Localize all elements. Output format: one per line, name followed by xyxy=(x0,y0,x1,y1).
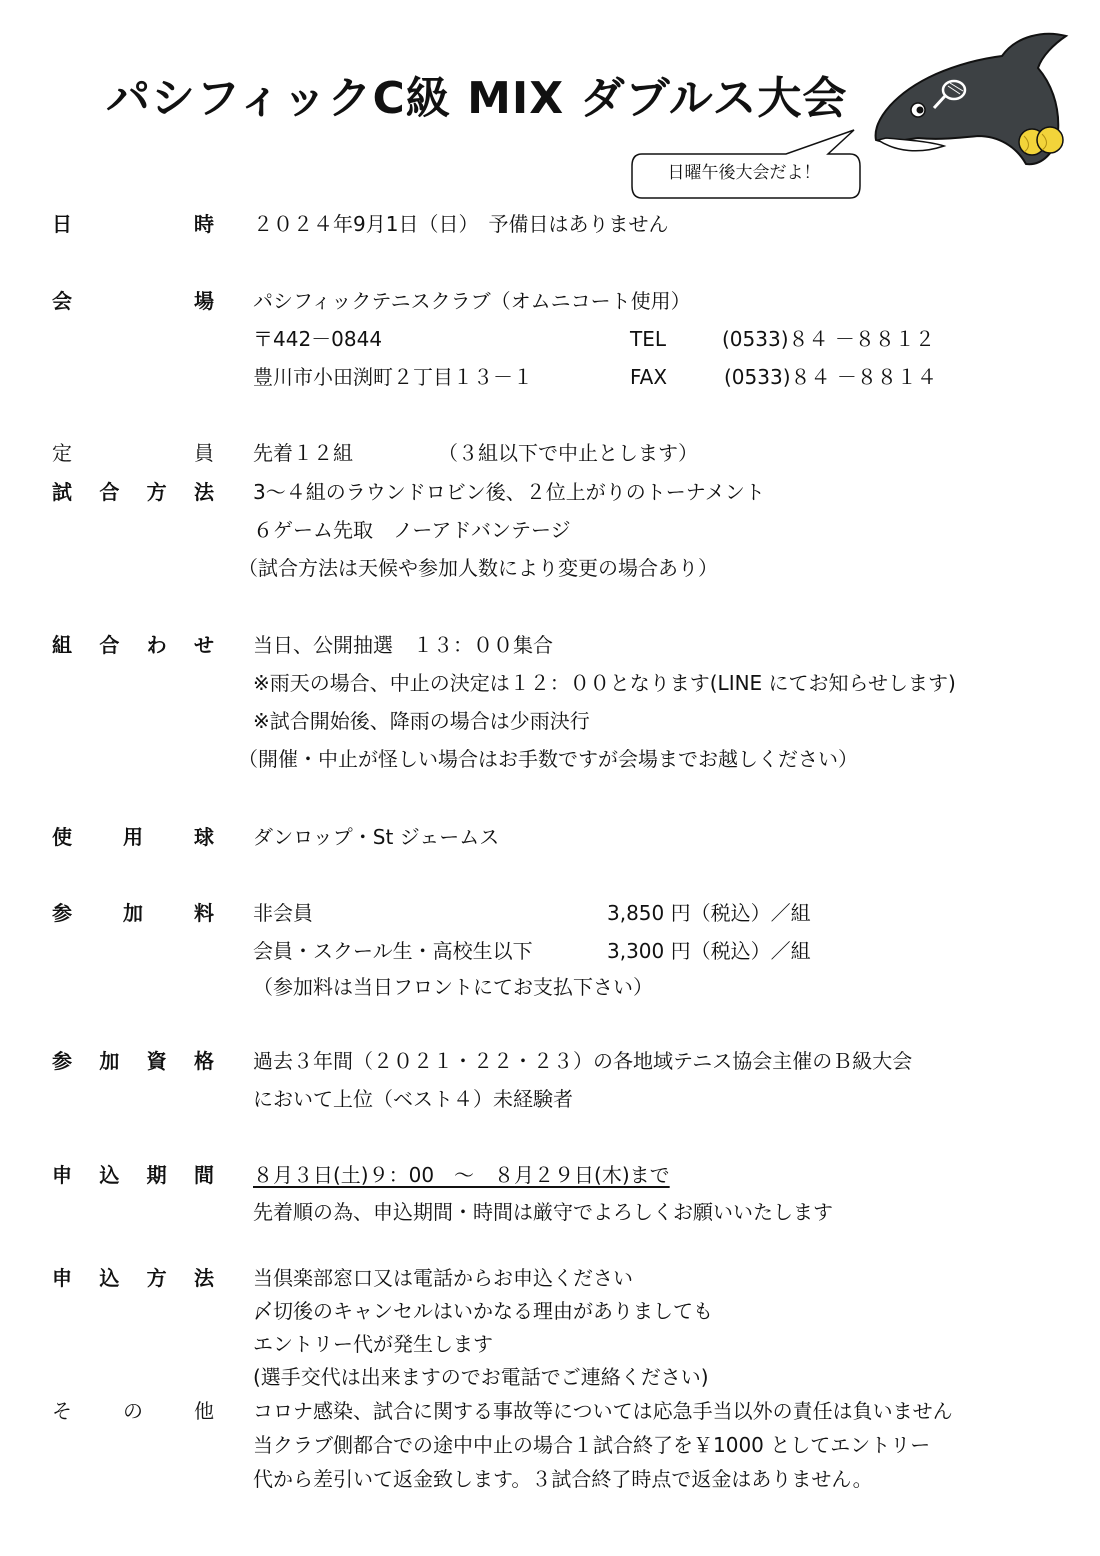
label-char: 球 xyxy=(194,825,214,849)
label-char: 申 xyxy=(52,1163,72,1187)
method-note: (選手交代は出来ますのでお電話でご連絡ください) xyxy=(253,1365,709,1389)
date-value: ２０２４年9月1日（日） 予備日はありません xyxy=(253,212,669,236)
draw-line: ※試合開始後、降雨の場合は少雨決行 xyxy=(253,709,590,733)
label-char: 合 xyxy=(99,480,120,504)
label-char: 用 xyxy=(123,825,143,849)
label-char: 間 xyxy=(193,1163,214,1187)
format-line: ６ゲーム先取 ノーアドバンテージ xyxy=(253,518,571,542)
label-char: 料 xyxy=(194,901,214,925)
label-date xyxy=(52,209,214,239)
capacity-note: （３組以下で中止とします） xyxy=(438,441,698,465)
label-char: 試 xyxy=(52,480,72,504)
label-char: 加 xyxy=(99,1049,120,1073)
label-char: 参 xyxy=(52,901,72,925)
label-char: 法 xyxy=(193,480,214,504)
dolphin-with-tennis-racket-icon xyxy=(866,28,1080,170)
label-char: 合 xyxy=(99,633,120,657)
label-char: 込 xyxy=(99,1163,120,1187)
label-char: 法 xyxy=(193,1266,214,1290)
fax-number: (0533)８４ －８８１４ xyxy=(724,365,937,389)
capacity-value: 先着１２組 xyxy=(253,441,353,465)
label-other xyxy=(52,1396,214,1426)
tel-label: TEL xyxy=(630,327,666,351)
fee-category: 非会員 xyxy=(253,901,313,925)
label-char: 格 xyxy=(193,1049,214,1073)
label-char: 方 xyxy=(146,1266,167,1290)
label-char: 員 xyxy=(194,441,214,465)
fee-note: （参加料は当日フロントにてお支払下さい） xyxy=(253,975,653,999)
label-fee xyxy=(52,898,214,928)
label-char: 参 xyxy=(52,1049,72,1073)
format-line: 3～４組のラウンドロビン後、２位上がりのトーナメント xyxy=(253,480,765,504)
tel-number: (0533)８４ －８８１２ xyxy=(722,327,935,351)
label-char: 時 xyxy=(194,212,214,236)
eligibility-line: 過去３年間（２０２１・２２・２３）の各地域テニス協会主催のＢ級大会 xyxy=(253,1049,913,1073)
method-line: 当倶楽部窓口又は電話からお申込ください xyxy=(253,1266,633,1290)
label-capacity xyxy=(52,438,214,468)
label-ball xyxy=(52,822,214,852)
fee-category: 会員・スクール生・高校生以下 xyxy=(253,939,533,963)
label-char: 資 xyxy=(146,1049,167,1073)
label-char: 使 xyxy=(52,825,72,849)
label-char: そ xyxy=(52,1399,72,1423)
period-dates: ８月３日(土)９：00 ～ ８月２９日(木)まで xyxy=(253,1163,670,1187)
label-char: 加 xyxy=(123,901,143,925)
other-line: 代から差引いて返金致します。３試合終了時点で返金はありません。 xyxy=(253,1467,873,1491)
label-char: せ xyxy=(193,633,214,657)
label-char: の xyxy=(123,1399,143,1423)
label-char: 定 xyxy=(52,441,72,465)
other-line: 当クラブ側都合での途中中止の場合１試合終了を￥1000 としてエントリー xyxy=(253,1433,931,1457)
other-line: コロナ感染、試合に関する事故等については応急手当以外の責任は負いません xyxy=(253,1399,953,1423)
draw-note: （開催・中止が怪しい場合はお手数ですが会場までお越しください） xyxy=(238,747,858,771)
label-char: 他 xyxy=(194,1399,214,1423)
venue-address: 豊川市小田渕町２丁目１３－１ xyxy=(253,365,533,389)
format-note: （試合方法は天候や参加人数により変更の場合あり） xyxy=(238,556,718,580)
label-char: 込 xyxy=(99,1266,120,1290)
label-char: 会 xyxy=(52,289,72,313)
page-title: パシフィックC級 MIX ダブルス大会 xyxy=(106,73,848,124)
period-note: 先着順の為、申込期間・時間は厳守でよろしくお願いいたします xyxy=(253,1200,833,1224)
fee-price: 3,300 円（税込）／組 xyxy=(607,939,811,963)
label-char: 組 xyxy=(52,633,72,657)
draw-line: 当日、公開抽選 １３：００集合 xyxy=(253,633,553,657)
method-line: エントリー代が発生します xyxy=(253,1332,493,1356)
label-char: 方 xyxy=(146,480,167,504)
venue-postal: 〒442－0844 xyxy=(253,327,383,351)
label-char: 申 xyxy=(52,1266,72,1290)
ball-value: ダンロップ・St ジェームス xyxy=(253,825,500,849)
venue-name: パシフィックテニスクラブ（オムニコート使用） xyxy=(253,289,691,313)
fax-label: FAX xyxy=(630,365,668,389)
label-venue xyxy=(52,286,214,316)
label-eligibility xyxy=(52,1046,214,1076)
speech-bubble-text: 日曜午後大会だよ！ xyxy=(667,163,821,183)
eligibility-line: において上位（ベスト４）未経験者 xyxy=(253,1087,573,1111)
fee-price: 3,850 円（税込）／組 xyxy=(607,901,811,925)
method-line: 〆切後のキャンセルはいかなる理由がありましても xyxy=(253,1299,713,1323)
draw-line: ※雨天の場合、中止の決定は１２：００となります(LINE にてお知らせします) xyxy=(253,671,956,695)
label-char: 場 xyxy=(194,289,214,313)
label-format xyxy=(52,477,214,507)
label-char: 日 xyxy=(52,212,72,236)
label-method xyxy=(52,1263,214,1293)
label-char: 期 xyxy=(146,1163,167,1187)
label-period xyxy=(52,1160,214,1190)
label-char: わ xyxy=(146,633,167,657)
label-draw xyxy=(52,630,214,660)
